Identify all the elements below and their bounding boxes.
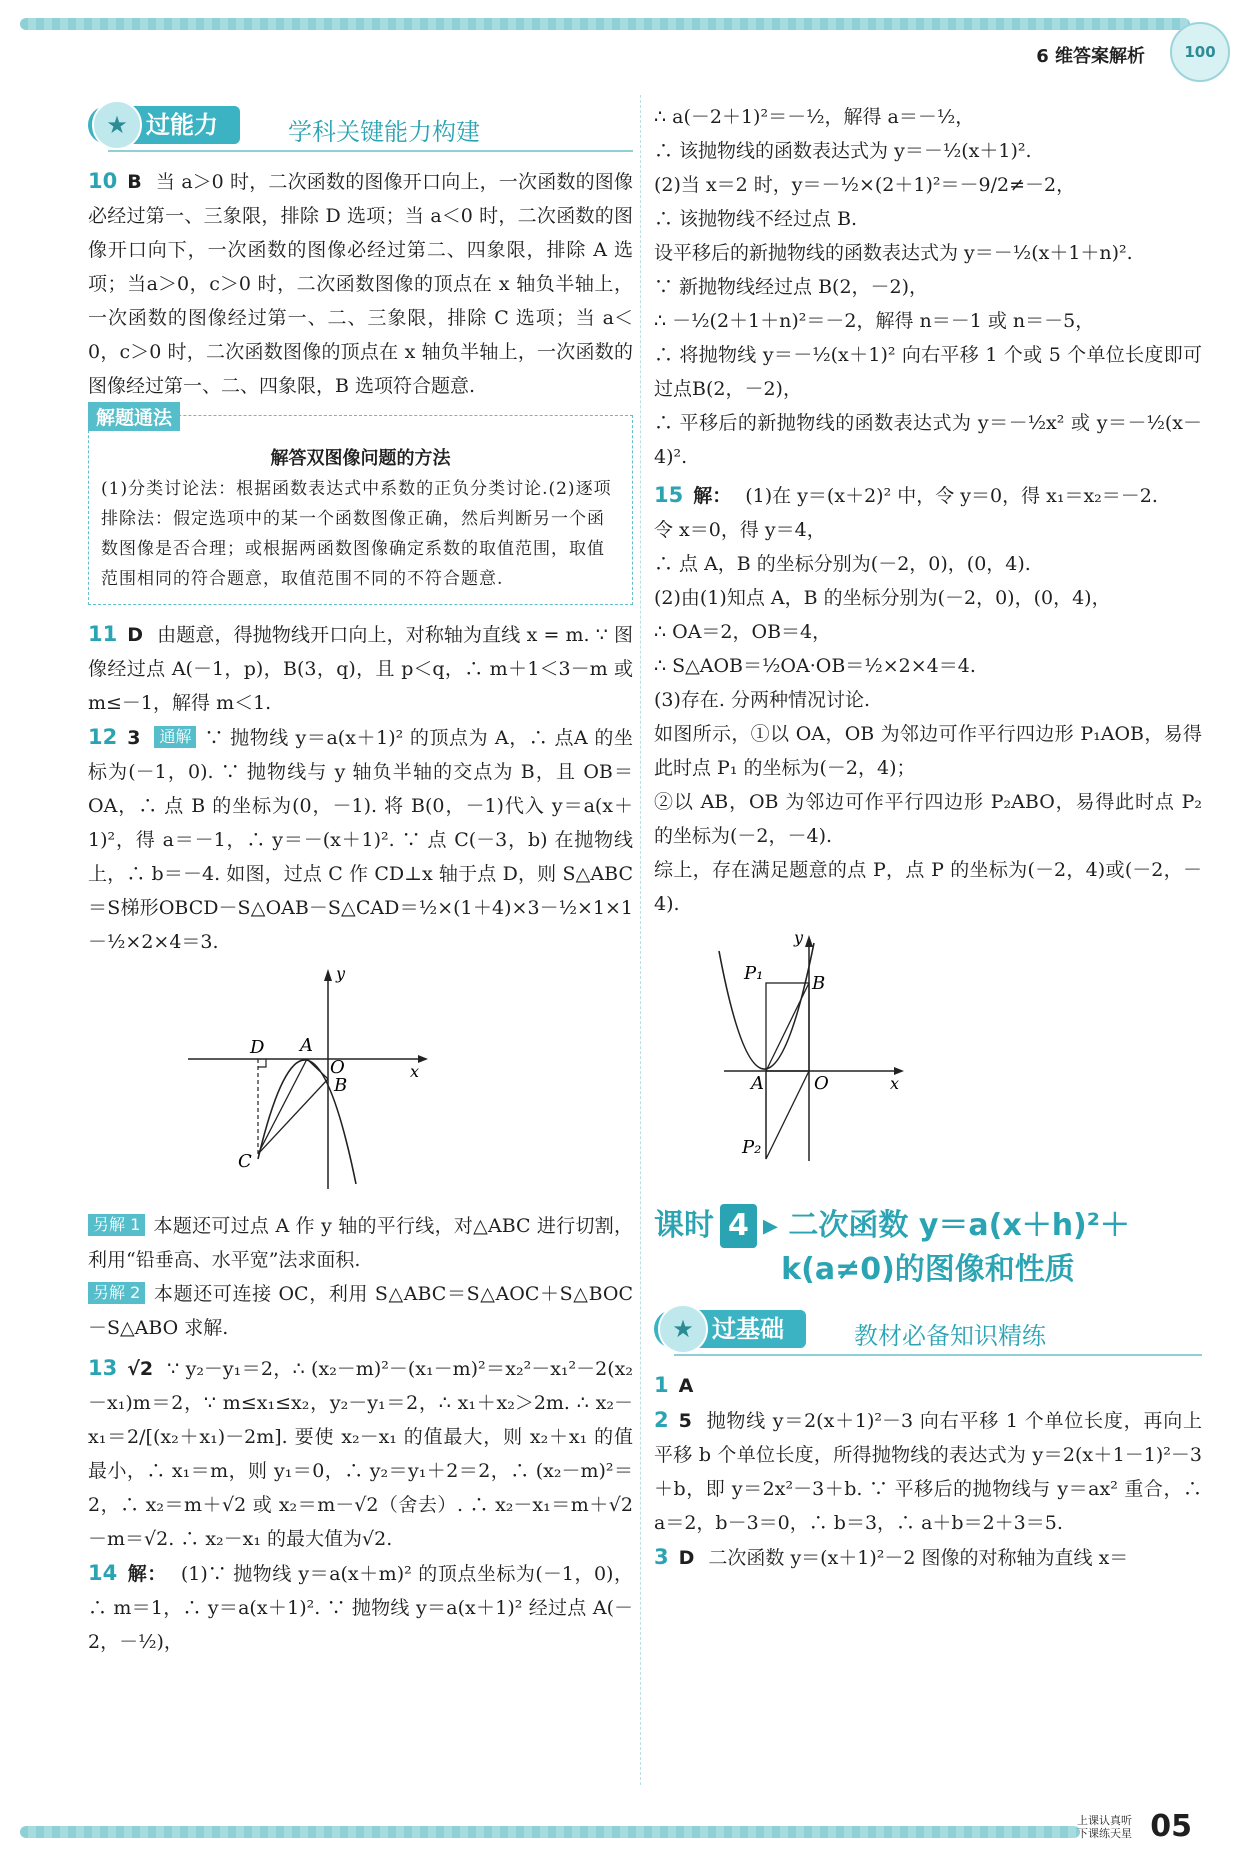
q15-line: (2)由(1)知点 A，B 的坐标分别为(－2，0)，(0，4)，	[654, 587, 1111, 609]
basic-question-2	[654, 1403, 1202, 1540]
segment-cb	[258, 1079, 328, 1154]
method-title: 解答双图像问题的方法	[270, 448, 451, 469]
q15-line: ∴ 点 A，B 的坐标分别为(－2，0)，(0，4).	[654, 553, 1031, 575]
lesson-number: 4	[720, 1204, 757, 1248]
q15-line: ∴ S△AOB＝½OA·OB＝½×2×4＝4.	[654, 655, 976, 677]
fig2-label: A	[751, 1073, 764, 1094]
banner-subtitle: 学科关键能力构建	[288, 118, 480, 146]
bottom-decor-bar	[20, 1826, 1080, 1838]
answer-letter: A	[678, 1375, 694, 1397]
q15-line: 令 x＝0，得 y＝4，	[654, 519, 826, 541]
motto-line: 上课认真听	[1077, 1814, 1132, 1827]
answer-letter: 3	[127, 727, 141, 749]
fig1-label: C	[238, 1151, 252, 1172]
q14-line: ∴ 平移后的新抛物线的函数表达式为 y＝－½x² 或 y＝－½(x－4)².	[654, 412, 1202, 468]
lesson-heading	[654, 1204, 1202, 1292]
fig2-label: y	[794, 928, 804, 947]
fig2-label: P₂	[742, 1137, 762, 1158]
q15-line: ②以 AB，OB 为邻边可作平行四边形 P₂ABO，易得此时点 P₂ 的坐标为(－2，－4).	[654, 791, 1202, 847]
lesson-title-line2: k(a≠0)的图像和性质	[781, 1252, 1075, 1287]
lesson-title: 二次函数 y＝a(x＋h)²＋	[788, 1208, 1130, 1243]
question-text: 由题意，得抛物线开口向上，对称轴为直线 x = m. ∵ 图像经过点 A(－1，p)，B(3，q)，且 p＜q，∴ m＋1＜3－m 或 m≤－1，解得 m＜1.	[88, 624, 633, 714]
q14-line: ∵ 新抛物线经过点 B(2，－2)，	[654, 276, 929, 298]
answer-letter: D	[678, 1547, 695, 1569]
mascot-icon: 100	[1170, 22, 1230, 82]
right-angle-mark	[258, 1059, 266, 1067]
answer-value: √2	[127, 1358, 154, 1380]
q14-line: ∴ 该抛物线不经过点 B.	[654, 208, 858, 230]
banner-underline	[108, 150, 633, 152]
q15-line: 综上，存在满足题意的点 P，点 P 的坐标为(－2，4)或(－2，－4).	[654, 859, 1202, 915]
question-text: 当 a＞0 时，二次函数的图像开口向上，一次函数的图像必经过第一、三象限，排除 D 选项；当 a＜0 时，二次函数的图像开口向下，一次函数的图像必经过第二、四象限，排除 A 选项；当a＞0，c＞0 时，二次函数图像的顶点在 x 轴负半轴上，一次函数的图像经过第一、二、三象限，排除 C 选项；当 a＜0，c＞0 时，二次函数图像的顶点在 x 轴负半轴上，一次函数的图像经过第一、二、四象限，B 选项符合题意.	[88, 171, 633, 397]
answer-letter: B	[127, 171, 142, 193]
q14-line: (2)当 x＝2 时，y＝－½×(2＋1)²＝－9/2≠－2，	[654, 174, 1076, 196]
page-number: 05	[1150, 1809, 1192, 1844]
fig1-label: B	[334, 1075, 348, 1096]
question-12	[88, 720, 633, 959]
q14-line: ∴ －½(2＋1＋n)²＝－2，解得 n＝－1 或 n＝－5，	[654, 310, 1095, 332]
method-label: 解题通法	[88, 402, 180, 431]
fig1-label: A	[300, 1035, 313, 1056]
star-mascot-icon: ★	[92, 100, 142, 150]
answer-value: 5	[678, 1410, 692, 1432]
alt-solution-2	[88, 1277, 633, 1345]
basic-question-3	[654, 1540, 1202, 1575]
parallelogram-p2abo	[766, 1071, 809, 1159]
alt-text: 本题还可过点 A 作 y 轴的平行线，对△ABC 进行切割，利用“铅垂高、水平宽”法求面积.	[88, 1215, 633, 1271]
answer-letter: D	[127, 624, 144, 646]
fig2-label: P₁	[744, 963, 764, 984]
fig1-label: x	[410, 1062, 420, 1081]
fig2-label: B	[812, 973, 826, 994]
question-number: 12	[88, 725, 118, 749]
top-decor-bar	[20, 18, 1190, 30]
question-text: ∵ y₂－y₁＝2，∴ (x₂－m)²－(x₁－m)²＝x₂²－x₁²－2(x₂－x₁)m＝2，∵ m≤x₁≤x₂，y₂－y₁＝2，∴ x₁＋x₂＞2m. ∴ x₂－x₁＝2/[(x₂＋x₁)－2m]. 要使 x₂－x₁ 的值最大，则 x₂＋x₁ 的值最小，∴ x₁＝m，则 y₁＝0，∴ y₂＝y₁＋2＝2，∴ (x₂－m)²＝2，∴ x₂＝m＋√2 或 x₂＝m－√2（舍去）. ∴ x₂－x₁＝m＋√2－m＝√2. ∴ x₂－x₁ 的最大值为√2.	[88, 1358, 633, 1550]
answer-lead: 解：	[127, 1563, 167, 1585]
figure-q12	[88, 959, 633, 1204]
basic-question-1	[654, 1368, 1202, 1403]
question-14	[88, 1556, 633, 1659]
question-text: ∵ 抛物线 y＝a(x＋1)² 的顶点为 A，∴ 点A 的坐标为(－1，0). ∵ 抛物线与 y 轴负半轴的交点为 B，且 OB＝OA，∴ 点 B 的坐标为(0，－1). 将 B(0，－1)代入 y＝a(x＋1)²，得 a＝－1，∴ y＝－(x＋1)². ∵ 点 C(－3，b) 在抛物线上，∴ b＝－4. 如图，过点 C 作 CD⊥x 轴于点 D，则 S△ABC＝S梯形OBCD－S△OAB－S△CAD＝½×(1＋4)×3－½×1×1－½×2×4＝3.	[88, 727, 633, 953]
segment-ab	[307, 1059, 328, 1079]
question-15	[654, 478, 1202, 513]
question-number: 13	[88, 1356, 118, 1380]
q15-line: ∴ OA＝2，OB＝4，	[654, 621, 832, 643]
question-number: 2	[654, 1408, 669, 1432]
fig1-label: y	[336, 964, 346, 983]
method-body: (1)分类讨论法：根据函数表达式中系数的正负分类讨论.(2)逐项排除法：假定选项中的某一个函数图像正确，然后判断另一个函数图像是否合理；或根据两函数图像确定系数的取值范围，取值范围相同的符合题意，取值范围不同的不符合题意.	[101, 479, 612, 589]
question-text: (1)∵ 抛物线 y＝a(x＋m)² 的顶点坐标为(－1，0)，∴ m＝1，∴ y＝a(x＋1)². ∵ 抛物线 y＝a(x＋1)² 经过点 A(－2，－½)，	[88, 1563, 633, 1653]
banner-underline	[674, 1354, 1202, 1356]
question-text: 二次函数 y＝(x＋1)²－2 图像的对称轴为直线 x＝	[708, 1547, 1129, 1569]
question-number: 3	[654, 1545, 669, 1569]
y-axis-arrow	[805, 935, 813, 947]
lesson-prefix: 课时	[654, 1208, 714, 1243]
alt-solution-1	[88, 1209, 633, 1277]
play-arrow-icon: ▸	[762, 1208, 778, 1243]
lesson-title-line1	[654, 1204, 1202, 1248]
question-number: 14	[88, 1561, 118, 1585]
section-banner-ability	[88, 100, 633, 152]
solution-tag: 通解	[154, 726, 196, 748]
solution-tag: 另解 2	[88, 1282, 145, 1304]
q14-line: 设平移后的新抛物线的函数表达式为 y＝－½(x＋1＋n)².	[654, 242, 1133, 264]
question-number: 15	[654, 483, 684, 507]
q15-line: (3)存在. 分两种情况讨论.	[654, 689, 871, 711]
q14-line: ∴ 将抛物线 y＝－½(x＋1)² 向右平移 1 个或 5 个单位长度即可过点B(2，－2)，	[654, 344, 1202, 400]
left-column	[88, 100, 633, 1659]
question-number: 10	[88, 169, 118, 193]
star-mascot-icon: ★	[658, 1304, 708, 1354]
q15-line: 如图所示，①以 OA，OB 为邻边可作平行四边形 P₁AOB，易得此时点 P₁ 的坐标为(－2，4)；	[654, 723, 1202, 779]
question-text: 抛物线 y＝2(x＋1)²－3 向右平移 1 个单位长度，再向上平移 b 个单位长度，所得抛物线的表达式为 y＝2(x＋1－1)²－3＋b，即 y＝2x²－3＋b. ∵ 平移后的抛物线与 y＝ax² 重合，∴ a＝2，b－3＝0，∴ b＝3，∴ a＋b＝2＋3＝5.	[654, 1410, 1202, 1534]
section-banner-basic	[654, 1304, 1202, 1356]
question-number: 1	[654, 1373, 669, 1397]
q14-line: ∴ a(－2＋1)²＝－½，解得 a＝－½，	[654, 106, 975, 128]
q14-line: ∴ 该抛物线的函数表达式为 y＝－½(x＋1)².	[654, 140, 1032, 162]
fig2-label: O	[814, 1073, 829, 1094]
banner-subtitle: 教材必备知识精练	[854, 1322, 1046, 1350]
fig1-label: D	[250, 1037, 265, 1058]
fig2-label: x	[890, 1074, 900, 1093]
segment-ca	[258, 1059, 307, 1154]
y-axis-arrow	[324, 969, 332, 981]
question-10	[88, 164, 633, 403]
column-divider	[640, 95, 641, 1785]
motto-line: 下课练天星	[1077, 1827, 1132, 1840]
question-11	[88, 617, 633, 720]
solution-tag: 另解 1	[88, 1214, 145, 1236]
right-column	[654, 100, 1202, 1575]
answer-lead: 解：	[693, 485, 732, 507]
header-title: 6 维答案解析	[1036, 46, 1145, 67]
banner-badge: 过能力	[88, 106, 240, 144]
fig1-label: O	[330, 1057, 345, 1078]
question-number: 11	[88, 622, 118, 646]
x-axis-arrow	[418, 1055, 428, 1063]
segment-ab	[766, 983, 809, 1071]
q15-line: (1)在 y＝(x＋2)² 中，令 y＝0，得 x₁＝x₂＝－2.	[745, 485, 1158, 507]
question-13	[88, 1351, 633, 1556]
banner-badge: 过基础	[654, 1310, 806, 1348]
alt-text: 本题还可连接 OC，利用 S△ABC＝S△AOC＋S△BOC－S△ABO 求解.	[88, 1283, 633, 1339]
method-box	[88, 407, 633, 605]
figure-q15	[654, 921, 1202, 1171]
footer-motto	[1077, 1814, 1132, 1840]
